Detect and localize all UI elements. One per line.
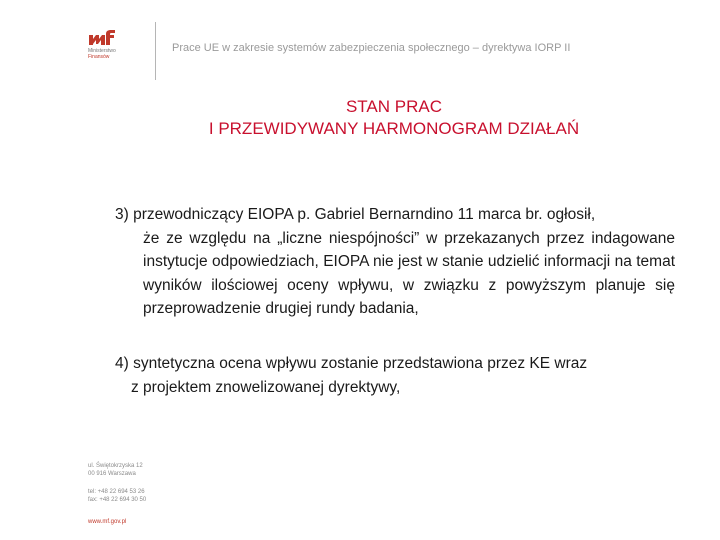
header-title: Prace UE w zakresie systemów zabezpieczenia społecznego – dyrektywa IORP II (172, 42, 571, 54)
logo-line2: Finansów (88, 54, 110, 60)
footer-phone: tel: +48 22 694 53 26 (88, 489, 145, 495)
ministry-logo (88, 30, 148, 70)
list-item-continuation: z projektem znowelizowanej dyrektywy, (131, 378, 401, 396)
title-line2: I PRZEWIDYWANY HARMONOGRAM DZIAŁAŃ (208, 119, 580, 138)
footer-address-city: 00 916 Warszawa (88, 471, 136, 477)
list-item (115, 203, 675, 321)
header-divider (155, 22, 156, 80)
footer-address-street: ul. Świętokrzyska 12 (88, 463, 143, 469)
title-line1: STAN PRAC (345, 97, 443, 116)
logo-caption (88, 48, 116, 60)
list-item-continuation: że ze względu na „liczne niespójności” w przekazanych przez indagowane instytucje odpowiedziach, EIOPA nie jest w stanie udzielić informacji na temat wyników ilościowej oceny wpływu, w związku z powyższym planuje się przeprowadzenie drugiej rundy badania, (143, 229, 675, 317)
footer-contact (88, 462, 146, 526)
list-item-first-line: 3) przewodniczący EIOPA p. Gabriel Bernarndino 11 marca br. ogłosił, (115, 206, 596, 223)
list-item (115, 352, 675, 399)
footer-website-link[interactable]: www.mf.gov.pl (88, 519, 127, 525)
slide-title (0, 96, 720, 140)
mf-logo-icon (88, 30, 116, 46)
list-item-first-line: 4) syntetyczna ocena wpływu zostanie przedstawiona przez KE wraz (115, 355, 588, 372)
logo-line1: Ministerstwo (88, 48, 116, 54)
footer-fax: fax: +48 22 694 30 50 (88, 497, 147, 503)
